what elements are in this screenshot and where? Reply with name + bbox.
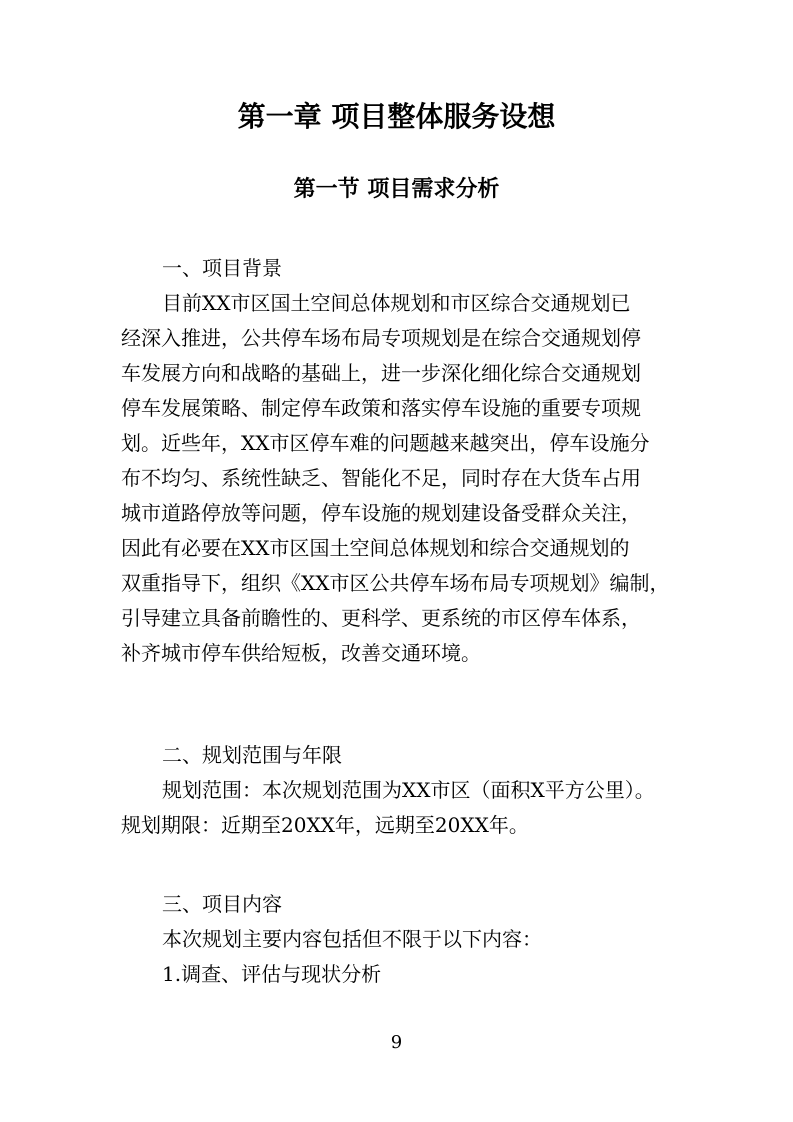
section-title: 第一节 项目需求分析 [293, 177, 500, 202]
paragraph-line: 引导建立具备前瞻性的、更科学、更系统的市区停车体系， [121, 606, 641, 630]
section-heading: 一、项目背景 [162, 256, 282, 280]
paragraph-line: 补齐城市停车供给短板，改善交通环境。 [121, 641, 481, 665]
section-content [121, 887, 681, 992]
section-heading: 三、项目内容 [162, 892, 282, 916]
page-number: 9 [390, 1032, 403, 1053]
paragraph-line: 划。近些年，XX市区停车难的问题越来越突出，停车设施分 [121, 431, 650, 455]
paragraph-line: 规划期限：近期至20XX年，远期至20XX年。 [121, 813, 529, 837]
paragraph-line: 目前XX市区国土空间总体规划和市区综合交通规划已 [162, 291, 631, 315]
paragraph-line: 经深入推进，公共停车场布局专项规划是在综合交通规划停 [121, 326, 641, 350]
paragraph-line: 车发展方向和战略的基础上，进一步深化细化综合交通规划 [121, 361, 641, 385]
paragraph-line: 双重指导下，组织《XX市区公共停车场布局专项规划》编制， [121, 571, 670, 595]
section-background [121, 251, 681, 671]
paragraph-line: 布不均匀、系统性缺乏、智能化不足，同时存在大货车占用 [121, 466, 641, 490]
section-scope [121, 738, 681, 843]
paragraph-line: 停车发展策略、制定停车政策和落实停车设施的重要专项规 [121, 396, 641, 420]
paragraph-line: 因此有必要在XX市区国土空间总体规划和综合交通规划的 [121, 536, 630, 560]
paragraph-line: 规划范围：本次规划范围为XX市区（面积X平方公里）。 [162, 778, 655, 802]
paragraph-line: 本次规划主要内容包括但不限于以下内容： [162, 927, 542, 951]
paragraph-line: 城市道路停放等问题，停车设施的规划建设备受群众关注， [121, 501, 641, 525]
list-item: 1.调查、评估与现状分析 [162, 962, 382, 986]
section-heading: 二、规划范围与年限 [162, 743, 342, 767]
chapter-title: 第一章 项目整体服务设想 [237, 100, 556, 133]
